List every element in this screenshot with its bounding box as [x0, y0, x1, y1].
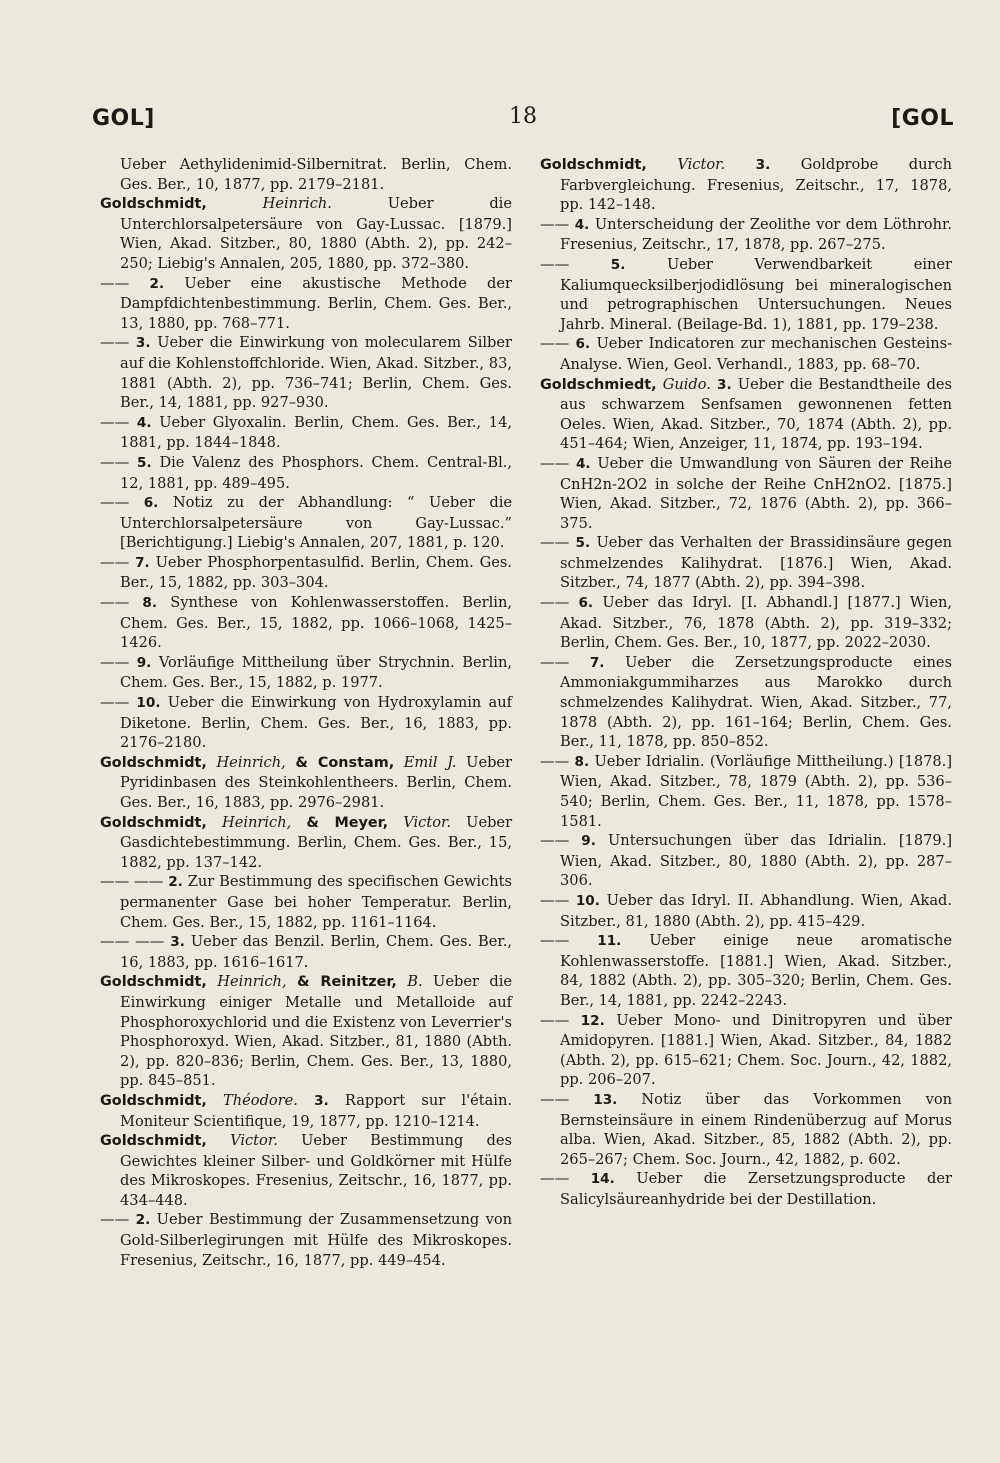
bibliography-entry	[100, 932, 512, 972]
ditto-dash: ——	[100, 1211, 130, 1229]
entry-number: 5.	[137, 454, 152, 471]
ditto-dash: ——	[100, 594, 130, 612]
entry-text: Ueber Idrialin. (Vorläufige Mittheilung.) [1878.] Wien, Akad. Sitzber., 78, 1879 (Abth. 2), pp. 536–540; Berlin, Chem. Ges. Ber., 11, 1878, pp. 1578–1581.	[560, 752, 953, 830]
entry-text: Ueber die Einwirkung einiger Metalle und Metalloide auf Phosphoroxychlorid und die Existenz von Leverrier's Phosphoroxyd. Wien, Akad. Sitzber., 81, 1880 (Abth. 2), pp. 820–836; Berlin, Chem. Ges. Ber., 13, 1880, pp. 845–851.	[120, 973, 513, 1090]
entry-text: Untersuchungen über das Idrialin. [1879.] Wien, Akad. Sitzber., 80, 1880 (Abth. 2), pp. 287–306.	[560, 832, 953, 890]
ditto-dash: ——	[540, 1011, 570, 1029]
bibliography-entry	[540, 931, 952, 1010]
entry-number: 3.	[755, 157, 771, 173]
author-given-name: Heinrich,	[217, 973, 287, 991]
entry-text: Ueber Bestimmung der Zusammensetzung von Gold-Silberlegirungen mit Hülfe des Mikroskopes. Fresenius, Zeitschr., 16, 1877, pp. 449–454.	[120, 1211, 513, 1269]
page-header	[92, 100, 954, 140]
ditto-dash: ——	[540, 832, 570, 850]
ditto-dash: —— ——	[100, 933, 165, 951]
bibliography-entry	[540, 215, 952, 255]
running-head-right: [GOL	[891, 106, 954, 131]
bibliography-entry	[540, 375, 952, 454]
entry-number: 4.	[575, 455, 591, 472]
entry-text: Ueber die Einwirkung von molecularem Silber auf die Kohlenstoffchloride. Wien, Akad. Sitzber., 83, 1881 (Abth. 2), pp. 736–741; Berlin, Chem. Ges. Ber., 14, 1881, pp. 927–930.	[120, 334, 513, 412]
entry-text: Ueber die Unterchlorsalpetersäure von Gay-Lussac. [1879.] Wien, Akad. Sitzber., 80, 1880 (Abth. 2), pp. 242–250; Liebig's Annalen, 205, 1880, pp. 372–380.	[120, 195, 512, 272]
bibliography-entry	[100, 872, 512, 932]
coauthor-name: & Meyer,	[306, 814, 389, 831]
entry-number: 13.	[593, 1091, 618, 1108]
bibliography-entry	[540, 255, 952, 334]
ditto-dash: ——	[100, 694, 130, 712]
author-name: Goldschmidt,	[540, 157, 647, 173]
entry-text: Goldprobe durch Farbvergleichung. Fresenius, Zeitschr., 17, 1878, pp. 142–148.	[560, 156, 953, 214]
ditto-dash: ——	[540, 1090, 570, 1108]
ditto-dash: ——	[540, 1170, 570, 1188]
bibliography-entry	[100, 274, 512, 334]
entry-text: Notiz zu der Abhandlung: “ Ueber die Unterchlorsalpetersäure von Gay-Lussac.” [Berichtigung.] Liebig's Annalen, 207, 1881, p. 120.	[120, 494, 513, 552]
entry-text: Synthese von Kohlenwasserstoffen. Berlin, Chem. Ges. Ber., 15, 1882, pp. 1066–1068, 1425–1426.	[120, 594, 512, 652]
bibliography-entry	[540, 155, 952, 215]
entry-text: Ueber das Benzil. Berlin, Chem. Ges. Ber., 16, 1883, pp. 1616–1617.	[120, 933, 513, 971]
bibliography-entry	[540, 891, 952, 931]
bibliography-entry	[100, 1131, 512, 1210]
entry-number: 7.	[589, 654, 605, 671]
bibliography-entry	[540, 334, 952, 374]
entry-number: 2.	[135, 1212, 151, 1229]
entry-number: 12.	[580, 1012, 605, 1029]
bibliography-entry	[540, 831, 952, 891]
entry-text: Ueber das Verhalten der Brassidinsäure gegen schmelzendes Kalihydrat. [1876.] Wien, Akad. Sitzber., 74, 1877 (Abth. 2), pp. 394–398.	[560, 534, 953, 592]
entry-text: Ueber Verwendbarkeit einer Kaliumquecksilberjodidlösung bei mineralogischen und petrographischen Untersuchungen. Neues Jahrb. Mineral. (Beilage-Bd. 1), 1881, pp. 179–238.	[560, 255, 953, 333]
entry-text: Ueber Mono- und Dinitropyren und über Amidopyren. [1881.] Wien, Akad. Sitzber., 84, 1882 (Abth. 2), pp. 615–621; Chem. Soc. Journ., 42, 1882, pp. 206–207.	[560, 1011, 952, 1089]
entry-text: Ueber die Zersetzungsproducte der Salicylsäureanhydride bei der Destillation.	[560, 1170, 952, 1208]
ditto-dash: ——	[100, 453, 130, 471]
coauthor-name: & Constam,	[295, 754, 395, 771]
ditto-dash: ——	[100, 334, 130, 352]
author-name: Goldschmidt,	[100, 1092, 207, 1109]
entry-number: 5.	[575, 535, 591, 552]
entry-text: Ueber Gasdichtebestimmung. Berlin, Chem. Ges. Ber., 15, 1882, pp. 137–142.	[120, 813, 513, 871]
entry-number: 2.	[168, 874, 183, 891]
bibliography-entry	[540, 1169, 952, 1209]
entry-text: Ueber Phosphorpentasulfid. Berlin, Chem. Ges. Ber., 15, 1882, pp. 303–304.	[120, 553, 513, 592]
entry-text: Zur Bestimmung des specifischen Gewichts permanenter Gase bei hoher Temperatur. Berlin, Chem. Ges. Ber., 15, 1882, pp. 1161–1164.	[120, 873, 513, 931]
entry-number: 6.	[578, 595, 594, 612]
author-given-name: Heinrich,	[216, 753, 286, 771]
ditto-dash: ——	[100, 653, 130, 671]
ditto-dash: ——	[540, 215, 570, 233]
ditto-dash: ——	[540, 534, 570, 552]
entry-number: 9.	[136, 654, 152, 671]
author-given-name: Guido.	[662, 375, 711, 393]
ditto-dash: —— ——	[100, 873, 164, 891]
bibliography-entry	[100, 653, 512, 693]
entry-text: Vorläufige Mittheilung über Strychnin. Berlin, Chem. Ges. Ber., 15, 1882, p. 1977.	[120, 653, 513, 692]
entry-text: Die Valenz des Phosphors. Chem. Central-Bl., 12, 1881, pp. 489–495.	[120, 453, 513, 492]
bibliography-entry	[100, 593, 512, 653]
ditto-dash: ——	[100, 274, 130, 292]
entry-number: 11.	[597, 933, 622, 950]
ditto-dash: ——	[540, 454, 570, 472]
bibliography-entry	[540, 454, 952, 533]
bibliography-entry	[100, 493, 512, 553]
ditto-dash: ——	[540, 335, 570, 353]
entry-text: Ueber die Einwirkung von Hydroxylamin auf Diketone. Berlin, Chem. Ges. Ber., 16, 1883, pp. 2176–2180.	[120, 694, 513, 752]
entry-number: 8.	[574, 753, 590, 770]
entry-text: Ueber Bestimmung des Gewichtes kleiner Silber- und Goldkörner mit Hülfe des Mikroskopes. Fresenius, Zeitschr., 16, 1877, pp. 434–448.	[120, 1132, 513, 1209]
entry-number: 3.	[135, 335, 151, 352]
author-given-name: Heinrich,	[221, 813, 292, 831]
entry-number: 9.	[581, 833, 596, 850]
ditto-dash: ——	[540, 255, 570, 273]
bibliography-entry	[100, 333, 512, 412]
ditto-dash: ——	[540, 594, 570, 612]
running-head-left: GOL]	[92, 106, 155, 131]
coauthor-name: & Reinitzer,	[297, 974, 397, 991]
bibliography-entry	[540, 1011, 952, 1090]
entry-text: Ueber die Umwandlung von Säuren der Reihe CnH2n-2O2 in solche der Reihe CnH2nO2. [1875.] Wien, Akad. Sitzber., 72, 1876 (Abth. 2), pp. 366–375.	[560, 454, 953, 532]
ditto-dash: ——	[100, 553, 130, 571]
entry-text: Ueber das Idryl. [I. Abhandl.] [1877.] Wien, Akad. Sitzber., 76, 1878 (Abth. 2), pp. 319–332; Berlin, Chem. Ges. Ber., 10, 1877, pp. 2022–2030.	[560, 594, 953, 652]
bibliography-entry	[100, 693, 512, 753]
entry-number: 2.	[149, 275, 165, 292]
author-given-name: Victor.	[230, 1132, 278, 1150]
entry-text: Unterscheidung der Zeolithe vor dem Löthrohr. Fresenius, Zeitschr., 17, 1878, pp. 267–275.	[560, 215, 953, 254]
ditto-dash: ——	[540, 752, 570, 770]
entry-number: 4.	[574, 216, 590, 233]
coauthor-given-name: Emil J.	[403, 753, 457, 771]
bibliography-entry	[540, 752, 952, 831]
entry-number: 10.	[575, 892, 600, 909]
author-given-name: Théodore.	[223, 1091, 298, 1109]
entry-number: 3.	[170, 934, 185, 951]
entry-number: 7.	[135, 554, 150, 571]
author-given-name: Heinrich.	[262, 195, 332, 213]
entry-number: 4.	[136, 414, 152, 431]
ditto-dash: ——	[100, 494, 130, 512]
left-column	[100, 155, 512, 1270]
entry-text: Ueber Aethylidenimid-Silbernitrat. Berlin, Chem. Ges. Ber., 10, 1877, pp. 2179–2181.	[120, 156, 512, 193]
bibliography-entry	[100, 413, 512, 453]
bibliography-entry	[540, 653, 952, 752]
bibliography-entry	[100, 972, 512, 1091]
coauthor-given-name: Victor.	[403, 813, 452, 831]
entry-text: Rapport sur l'étain. Moniteur Scientifique, 19, 1877, pp. 1210–1214.	[120, 1091, 512, 1130]
bibliography-entry	[540, 533, 952, 593]
page-number: 18	[509, 104, 537, 129]
entry-number: 3.	[717, 376, 732, 393]
author-name: Goldschmidt,	[100, 754, 207, 771]
entry-text: Ueber die Zersetzungsproducte eines Ammoniakgummiharzes aus Marokko durch schmelzendes Kalihydrat. Wien, Akad. Sitzber., 77, 1878 (Abth. 2), pp. 161–164; Berlin, Chem. Ges. Ber., 11, 1878, pp. 850–852.	[560, 653, 953, 751]
bibliography-entry	[100, 1210, 512, 1270]
author-name: Goldschmidt,	[100, 974, 207, 991]
entry-number: 8.	[142, 595, 158, 612]
entry-text: Ueber eine akustische Methode der Dampfdichtenbestimmung. Berlin, Chem. Ges. Ber., 13, 1880, pp. 768–771.	[120, 274, 513, 332]
bibliography-entry	[100, 813, 512, 873]
bibliography-entry	[100, 1091, 512, 1131]
entry-text: Ueber Pyridinbasen des Steinkohlentheers. Berlin, Chem. Ges. Ber., 16, 1883, pp. 2976–2981.	[120, 753, 513, 811]
bibliography-entry	[100, 194, 512, 273]
bibliography-entry	[100, 753, 512, 813]
author-name: Goldschmidt,	[100, 196, 207, 213]
entry-text: Ueber Indicatoren zur mechanischen Gesteins-Analyse. Wien, Geol. Verhandl., 1883, pp. 68–70.	[560, 335, 953, 373]
coauthor-given-name: B.	[407, 973, 423, 991]
author-name: Goldschmidt,	[100, 814, 207, 831]
entry-text: Ueber die Bestandtheile des aus schwarzem Senfsamen gewonnenen fetten Oeles. Wien, Akad. Sitzber., 70, 1874 (Abth. 2), pp. 451–464; Wien, Anzeiger, 11, 1874, pp. 193–194.	[560, 375, 953, 453]
entry-text: Ueber das Idryl. II. Abhandlung. Wien, Akad. Sitzber., 81, 1880 (Abth. 2), pp. 415–429.	[560, 891, 953, 930]
entry-number: 3.	[314, 1092, 329, 1109]
bibliography-entry	[540, 593, 952, 653]
entry-text: Ueber Glyoxalin. Berlin, Chem. Ges. Ber., 14, 1881, pp. 1844–1848.	[120, 413, 512, 452]
entry-number: 6.	[143, 495, 159, 512]
bibliography-entry	[540, 1090, 952, 1169]
ditto-dash: ——	[100, 413, 130, 431]
ditto-dash: ——	[540, 932, 570, 950]
author-name: Goldschmidt,	[100, 1133, 207, 1150]
entry-text: Notiz über das Vorkommen von Bernsteinsäure in einem Rindenüberzug auf Morus alba. Wien, Akad. Sitzber., 85, 1882 (Abth. 2), pp. 265–267; Chem. Soc. Journ., 42, 1882, p. 602.	[560, 1090, 953, 1168]
entry-number: 10.	[136, 695, 161, 712]
ditto-dash: ——	[540, 653, 570, 671]
entry-number: 6.	[575, 336, 591, 353]
entry-number: 5.	[610, 256, 626, 273]
bibliography-entry	[100, 553, 512, 593]
author-given-name: Victor.	[677, 156, 726, 173]
entry-text: Ueber einige neue aromatische Kohlenwasserstoffe. [1881.] Wien, Akad. Sitzber., 84, 1882 (Abth. 2), pp. 305–320; Berlin, Chem. Ges. Ber., 14, 1881, pp. 2242–2243.	[560, 932, 953, 1009]
bibliography-entry	[100, 453, 512, 493]
bibliography-entry	[100, 155, 512, 194]
entry-number: 14.	[590, 1171, 615, 1188]
author-name: Goldschmiedt,	[540, 376, 657, 393]
right-column	[540, 155, 952, 1209]
ditto-dash: ——	[540, 891, 570, 909]
